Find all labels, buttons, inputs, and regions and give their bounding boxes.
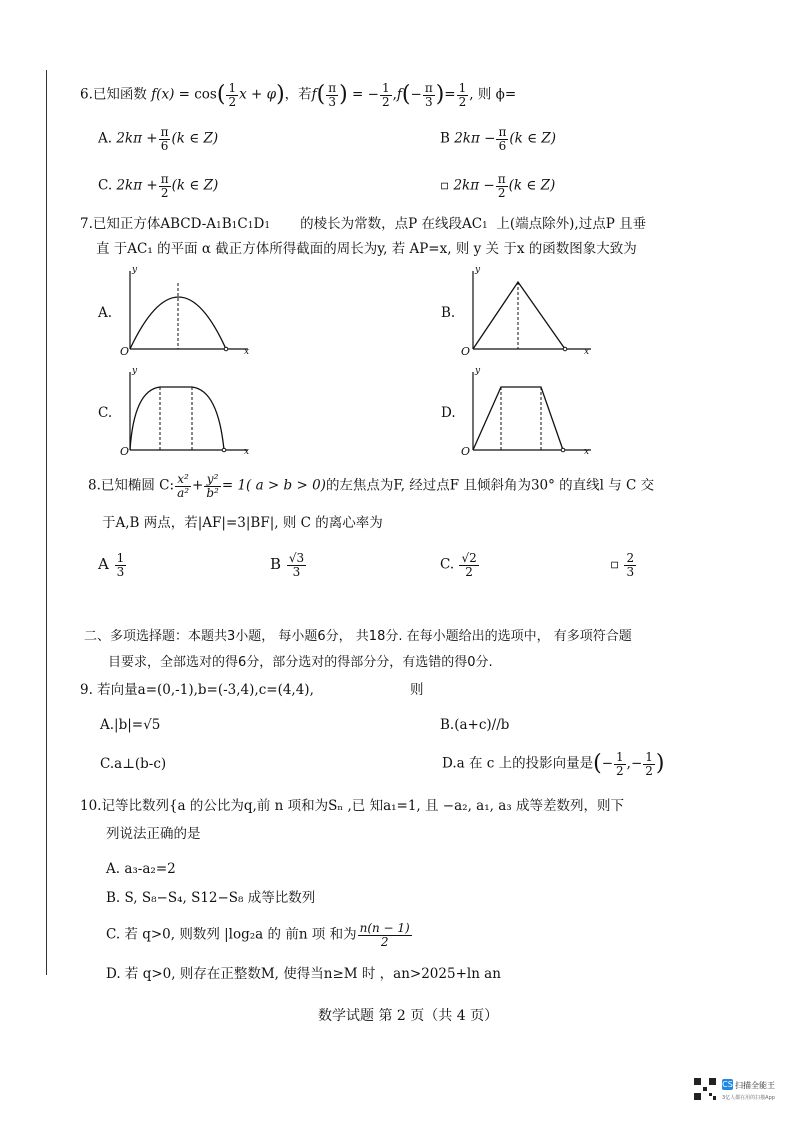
section2-heading-line2: 目要求，全部选对的得6分，部分选对的得部分分，有选错的得0分.	[108, 655, 493, 670]
q7-graph-d-y-label: y	[475, 366, 481, 376]
q6-option-c: C. 2kπ + $\frac{\pi}{2}$ (k ∈ Z)	[98, 172, 219, 200]
q9-option-a: A.|b|=√5	[100, 717, 161, 733]
q7-graph-b-origin: O	[461, 345, 471, 358]
q9-option-d: D.a 在 c 上的投影向量是(− $\frac{1}{2}$ ,− $\frac{1}{2}$ )	[442, 750, 665, 778]
q7-graph-d-letter: D.	[441, 405, 456, 421]
q8-option-d: ▫ $\frac{2}{3}$	[610, 551, 635, 579]
q9-option-c: C.a⊥(b-c)	[100, 756, 167, 772]
q7-stem-line1: 7.已知正方体ABCD-A1B1C1D1 的棱长为常数，点P 在线段AC1 上(端点除外),过点P 且垂	[80, 216, 647, 232]
q10-option-a: A. a₃-a₂=2	[106, 861, 176, 877]
camscanner-tagline: 3亿人都在用的扫描App	[722, 1095, 775, 1101]
q7-graph-b-x-label: x	[584, 347, 590, 357]
q8-stem-line2: 于A,B 两点，若|AF|=3|BF|, 则 C 的离心率为	[102, 515, 383, 531]
q7-graph-c-y-label: y	[132, 366, 138, 376]
qr-code-icon	[694, 1078, 716, 1100]
q10-stem-line1: 10.记等比数列{a 的公比为q,前 n 项和为Sₙ ,已 知a₁=1, 且 −a₂, a₁, a₃ 成等差数列，则下	[80, 798, 624, 814]
q8-option-c: C. $\frac{√2}{2}$	[440, 551, 477, 579]
q10-option-b: B. S, S₈−S₄, S12−S₈ 成等比数列	[106, 890, 316, 906]
q10-option-c: C. 若 q>0, 则数列 |log₂a 的 前n 项 和为 $\frac{n(n - 1)}{2}$	[106, 921, 410, 949]
q7-graph-a-x-label: x	[244, 347, 250, 357]
q7-graph-d-origin: O	[461, 445, 471, 458]
q10-option-d: D. 若 q>0, 则存在正整数M, 使得当n≥M 时 ，an>2025+ln an	[106, 966, 501, 982]
q7-graph-b	[457, 265, 597, 360]
q7-graph-c	[114, 366, 254, 461]
q8-option-a: A $\frac{1}{3}$	[98, 551, 125, 579]
q7-graph-a-origin: O	[120, 345, 130, 358]
q7-graph-a	[114, 265, 254, 360]
q9-option-b: B.(a+c)//b	[440, 717, 510, 733]
q6-option-d: ▫ 2kπ − $\frac{\pi}{2}$ (k ∈ Z)	[440, 172, 556, 200]
q7-graph-c-x-label: x	[244, 447, 250, 457]
q7-graph-d	[457, 366, 597, 461]
camscanner-logo-icon: CS	[722, 1080, 733, 1089]
section2-heading-line1: 二、多项选择题：本题共3小题， 每小题6分， 共18分. 在每小题给出的选项中， 有多项符合题	[84, 629, 632, 644]
q7-graph-c-origin: O	[120, 445, 130, 458]
q9-then: 则	[410, 682, 424, 698]
q7-graph-d-x-label: x	[584, 447, 590, 457]
camscanner-label: 扫描全能王	[735, 1081, 775, 1090]
q7-stem-line2: 直 于AC₁ 的平面 α 截正方体所得截面的周长为y, 若 AP=x, 则 y 关 于x 的函数图象大致为	[96, 241, 637, 257]
q6-option-b: B 2kπ − $\frac{\pi}{6}$ (k ∈ Z)	[440, 125, 557, 153]
q10-stem-line2: 列说法正确的是	[106, 826, 201, 842]
q8-option-b: B $\frac{√3}{3}$	[270, 551, 305, 579]
q9-stem: 9. 若向量a=(0,-1),b=(-3,4),c=(4,4),	[80, 682, 314, 698]
margin-line	[46, 70, 47, 975]
q7-graph-b-letter: B.	[441, 305, 456, 321]
page-footer: 数学试题 第 2 页（共 4 页）	[318, 1008, 499, 1024]
q7-graph-c-letter: C.	[98, 405, 113, 421]
q7-graph-b-y-label: y	[475, 265, 481, 275]
q6-stem: 6.已知函数 f(x) = cos( $\frac{1}{2}$ x + φ)，若f( $\frac{\pi}{3}$ ) = − $\frac{1}{2}$ ,f(− $\frac{\pi}{3}$ )= $\frac{1}{2}$ , 则 ϕ=	[80, 81, 517, 109]
q7-graph-a-letter: A.	[98, 305, 113, 321]
q8-stem-line1: 8.已知椭圆 C: $\frac{\text{x²}}{\text{a²}}$ + $\frac{\text{y²}}{\text{b²}}$ = 1( a > b > 0)的左焦点为F, 经过点F 且倾斜角为30° 的直线l 与 C 交	[88, 472, 655, 500]
q7-graph-a-y-label: y	[132, 265, 138, 275]
q6-option-a: A. 2kπ + $\frac{\pi}{6}$ (k ∈ Z)	[98, 125, 219, 153]
